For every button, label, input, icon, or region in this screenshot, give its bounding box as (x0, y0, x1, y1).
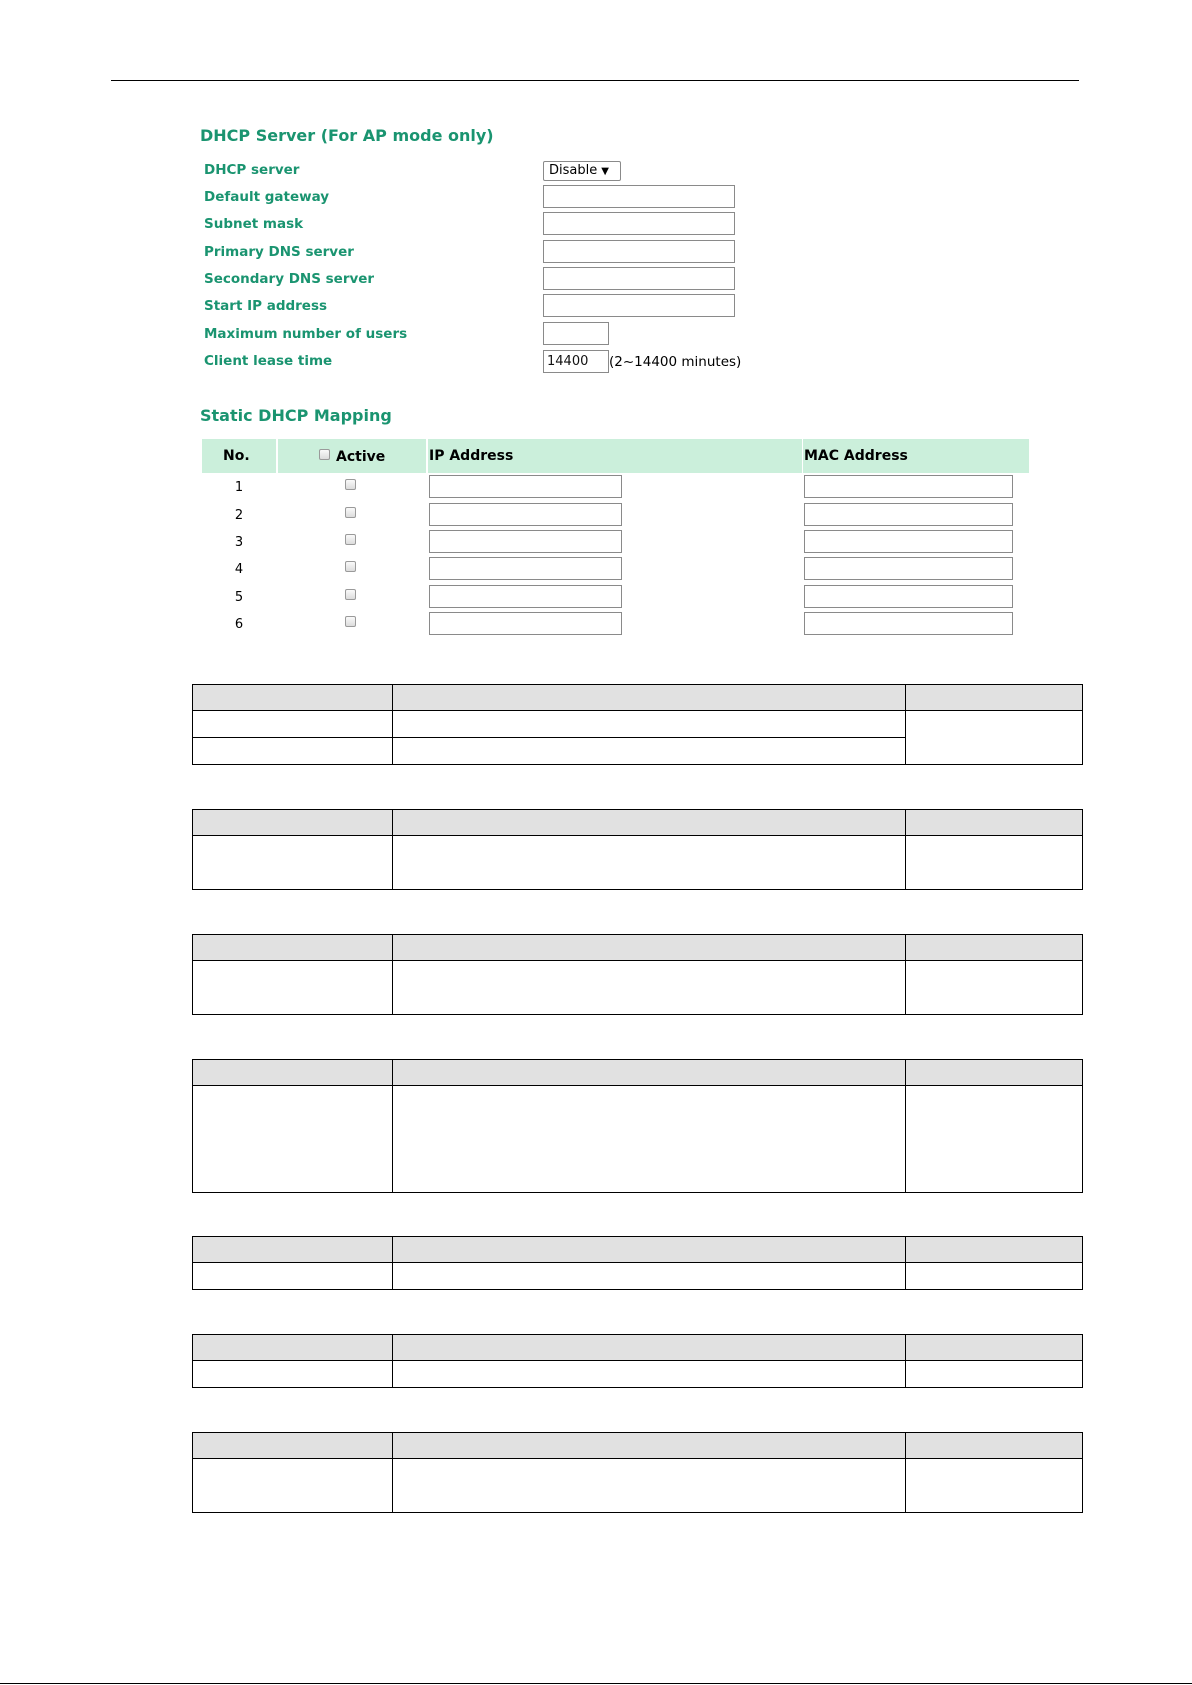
mapping-row-4-mac-input[interactable] (804, 557, 1013, 580)
mapping-row-6-no: 6 (234, 617, 244, 632)
mapping-row-1-mac-input[interactable] (804, 475, 1013, 498)
lease-time-label: Client lease time (204, 353, 333, 369)
mapping-row-6-active-checkbox[interactable] (345, 616, 356, 627)
mapping-row-4-no: 4 (234, 562, 244, 577)
default-gateway-input[interactable] (543, 185, 735, 208)
secondary-dns-label: Secondary DNS server (204, 271, 375, 287)
mapping-row-1-active-checkbox[interactable] (345, 479, 356, 490)
mapping-row-2-mac-input[interactable] (804, 503, 1013, 526)
mapping-section-title: Static DHCP Mapping (200, 406, 392, 425)
mapping-col-mac (803, 439, 1029, 473)
page-header-rule (111, 80, 1079, 81)
mapping-row-3-no: 3 (234, 535, 244, 550)
mapping-row-5-ip-input[interactable] (429, 585, 622, 608)
table-row (193, 1086, 1083, 1193)
select-all-checkbox[interactable] (319, 449, 330, 460)
subnet-mask-input[interactable] (543, 212, 735, 235)
table-header-row (193, 935, 1083, 961)
lease-time-range-hint: (2~14400 minutes) (609, 354, 742, 370)
default-gateway-label: Default gateway (204, 189, 330, 205)
mapping-row-3-mac-input[interactable] (804, 530, 1013, 553)
table-row (193, 1361, 1083, 1388)
dhcp-server-select-value: Disable (549, 163, 598, 178)
parameter-table-3 (192, 934, 1083, 1015)
mapping-row-1-no: 1 (234, 480, 244, 495)
mapping-row-2-active-checkbox[interactable] (345, 507, 356, 518)
mapping-col-active (278, 439, 426, 473)
max-users-label: Maximum number of users (204, 326, 408, 342)
table-header-row (193, 1237, 1083, 1263)
parameter-table-2 (192, 809, 1083, 890)
mapping-row-2-no: 2 (234, 508, 244, 523)
mapping-col-no-label: No. (223, 448, 250, 464)
table-row (193, 1459, 1083, 1513)
parameter-table-7 (192, 1432, 1083, 1513)
table-row (193, 711, 1083, 738)
mapping-row-3-ip-input[interactable] (429, 530, 622, 553)
parameter-table-5 (192, 1236, 1083, 1290)
mapping-row-4-active-checkbox[interactable] (345, 561, 356, 572)
table-row (193, 836, 1083, 890)
lease-time-input[interactable] (543, 350, 609, 373)
table-header-row (193, 1433, 1083, 1459)
mapping-row-4-ip-input[interactable] (429, 557, 622, 580)
table-header-row (193, 1335, 1083, 1361)
start-ip-label: Start IP address (204, 298, 328, 314)
subnet-mask-label: Subnet mask (204, 216, 304, 232)
mapping-row-6-mac-input[interactable] (804, 612, 1013, 635)
dhcp-server-label: DHCP server (204, 162, 300, 178)
mapping-col-active-label: Active (336, 449, 386, 465)
dhcp-server-select[interactable] (543, 161, 621, 181)
parameter-table-4 (192, 1059, 1083, 1193)
chevron-down-icon: ▼ (601, 166, 609, 177)
page-footer-rule (0, 1683, 1192, 1684)
mapping-row-1-ip-input[interactable] (429, 475, 622, 498)
mapping-col-ip (428, 439, 802, 473)
mapping-row-3-active-checkbox[interactable] (345, 534, 356, 545)
mapping-row-5-no: 5 (234, 590, 244, 605)
mapping-col-no (202, 439, 276, 473)
max-users-input[interactable] (543, 322, 609, 345)
table-header-row (193, 1060, 1083, 1086)
primary-dns-label: Primary DNS server (204, 244, 354, 260)
table-row (193, 961, 1083, 1015)
mapping-row-5-active-checkbox[interactable] (345, 589, 356, 600)
start-ip-input[interactable] (543, 294, 735, 317)
mapping-row-2-ip-input[interactable] (429, 503, 622, 526)
table-header-row (193, 685, 1083, 711)
mapping-row-6-ip-input[interactable] (429, 612, 622, 635)
dhcp-section-title: DHCP Server (For AP mode only) (200, 126, 494, 145)
secondary-dns-input[interactable] (543, 267, 735, 290)
parameter-table-1 (192, 684, 1083, 765)
table-header-row (193, 810, 1083, 836)
mapping-col-mac-label: MAC Address (804, 448, 908, 464)
table-row (193, 1263, 1083, 1290)
primary-dns-input[interactable] (543, 240, 735, 263)
parameter-table-6 (192, 1334, 1083, 1388)
mapping-col-ip-label: IP Address (429, 448, 514, 464)
mapping-row-5-mac-input[interactable] (804, 585, 1013, 608)
